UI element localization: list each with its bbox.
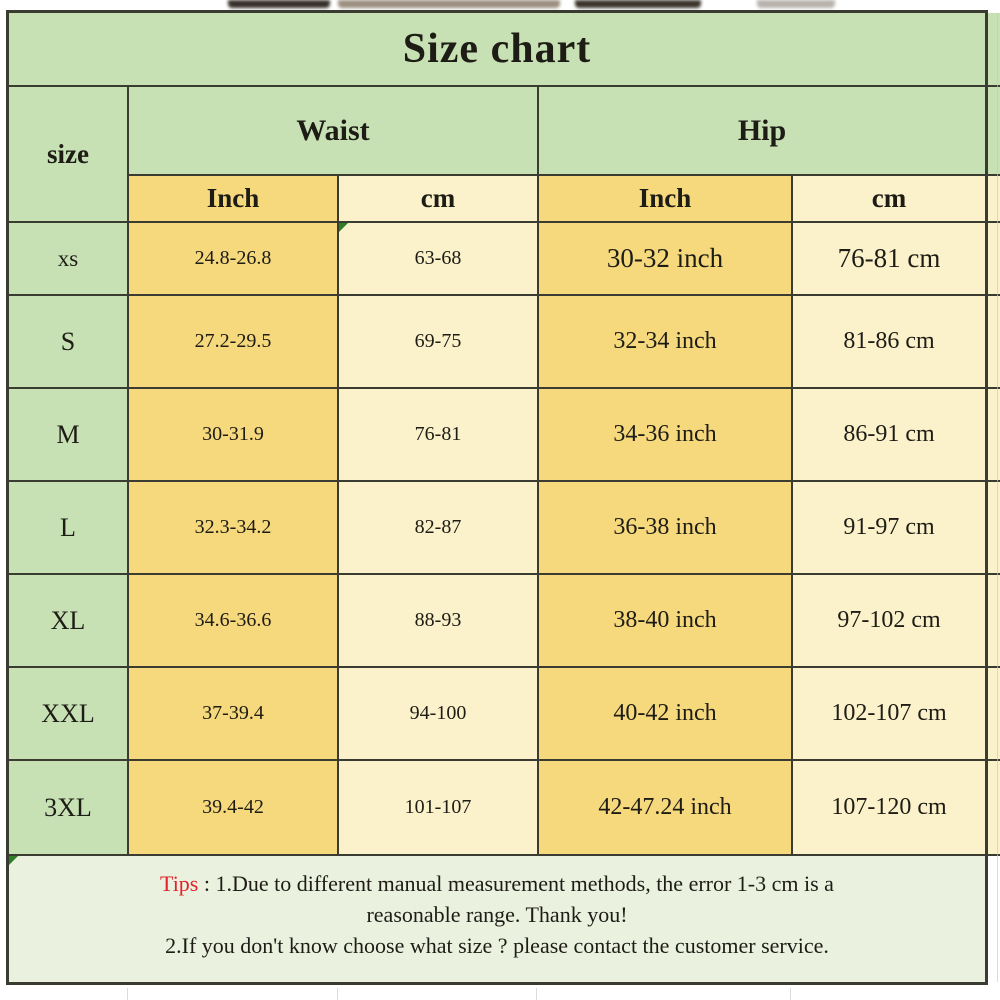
photo-edge-artifact bbox=[575, 0, 701, 8]
row-3xl-waist-cm: 101-107 bbox=[339, 761, 537, 854]
row-l-hip-cm: 91-97 cm bbox=[793, 482, 985, 573]
row-m-hip-cm: 86-91 cm bbox=[793, 389, 985, 480]
row-xs-waist-cm: 63-68 bbox=[339, 223, 537, 294]
row-s-hip-inch: 32-34 inch bbox=[539, 296, 791, 387]
row-s-waist-inch: 27.2-29.5 bbox=[129, 296, 337, 387]
subheader-waist-inch: Inch bbox=[129, 176, 337, 221]
adjacent-column-sliver bbox=[988, 13, 1000, 982]
row-xl-waist-cm: 88-93 bbox=[339, 575, 537, 666]
row-l-waist-inch: 32.3-34.2 bbox=[129, 482, 337, 573]
tips-line-1-text: 1.Due to different manual measurement methods, the error 1-3 cm is a bbox=[215, 871, 834, 896]
gridline bbox=[337, 988, 338, 1000]
sliver-cell bbox=[988, 575, 1000, 666]
row-3xl-hip-cm: 107-120 cm bbox=[793, 761, 985, 854]
sliver-cell bbox=[988, 482, 1000, 573]
tips-colon: : bbox=[198, 871, 216, 896]
row-l-waist-cm: 82-87 bbox=[339, 482, 537, 573]
tips-note bbox=[9, 856, 985, 982]
photo-edge-artifact bbox=[228, 0, 330, 8]
row-m-size: M bbox=[9, 389, 127, 480]
row-xs-waist-inch: 24.8-26.8 bbox=[129, 223, 337, 294]
row-xl-waist-inch: 34.6-36.6 bbox=[129, 575, 337, 666]
tips-label: Tips bbox=[160, 871, 199, 896]
row-3xl-hip-inch: 42-47.24 inch bbox=[539, 761, 791, 854]
row-xxl-waist-inch: 37-39.4 bbox=[129, 668, 337, 759]
row-l-size: L bbox=[9, 482, 127, 573]
row-xxl-waist-cm: 94-100 bbox=[339, 668, 537, 759]
sliver-cell bbox=[988, 856, 1000, 982]
row-xs-size: xs bbox=[9, 223, 127, 294]
gridline bbox=[790, 988, 791, 1000]
sliver-cell bbox=[988, 13, 1000, 85]
photo-edge-artifact bbox=[338, 0, 560, 8]
row-xl-hip-cm: 97-102 cm bbox=[793, 575, 985, 666]
sliver-cell bbox=[988, 223, 1000, 294]
sliver-cell bbox=[988, 87, 1000, 174]
row-m-hip-inch: 34-36 inch bbox=[539, 389, 791, 480]
subheader-hip-inch: Inch bbox=[539, 176, 791, 221]
row-xl-hip-inch: 38-40 inch bbox=[539, 575, 791, 666]
subheader-waist-cm: cm bbox=[339, 176, 537, 221]
subheader-hip-cm: cm bbox=[793, 176, 985, 221]
row-xs-hip-cm: 76-81 cm bbox=[793, 223, 985, 294]
sliver-cell bbox=[988, 761, 1000, 854]
sliver-cell bbox=[988, 176, 1000, 221]
row-s-hip-cm: 81-86 cm bbox=[793, 296, 985, 387]
sliver-cell bbox=[988, 668, 1000, 759]
row-xl-size: XL bbox=[9, 575, 127, 666]
gridline bbox=[536, 988, 537, 1000]
row-xs-hip-inch: 30-32 inch bbox=[539, 223, 791, 294]
row-m-waist-cm: 76-81 bbox=[339, 389, 537, 480]
column-header-size: size bbox=[9, 87, 127, 221]
tips-line-3: 2.If you don't know choose what size ? please contact the customer service. bbox=[165, 933, 829, 959]
row-xxl-size: XXL bbox=[9, 668, 127, 759]
column-group-waist: Waist bbox=[129, 87, 537, 174]
size-chart-table bbox=[6, 10, 988, 985]
row-3xl-waist-inch: 39.4-42 bbox=[129, 761, 337, 854]
tips-line-1 bbox=[160, 868, 834, 899]
row-xxl-hip-cm: 102-107 cm bbox=[793, 668, 985, 759]
row-s-waist-cm: 69-75 bbox=[339, 296, 537, 387]
gridline bbox=[997, 13, 998, 982]
row-m-waist-inch: 30-31.9 bbox=[129, 389, 337, 480]
sliver-cell bbox=[988, 296, 1000, 387]
column-group-hip: Hip bbox=[539, 87, 985, 174]
sliver-cell bbox=[988, 389, 1000, 480]
row-l-hip-inch: 36-38 inch bbox=[539, 482, 791, 573]
photo-edge-artifact bbox=[757, 0, 835, 8]
gridline bbox=[127, 988, 128, 1000]
row-3xl-size: 3XL bbox=[9, 761, 127, 854]
table-title: Size chart bbox=[9, 13, 985, 85]
row-xxl-hip-inch: 40-42 inch bbox=[539, 668, 791, 759]
row-s-size: S bbox=[9, 296, 127, 387]
tips-line-2: reasonable range. Thank you! bbox=[366, 902, 628, 928]
